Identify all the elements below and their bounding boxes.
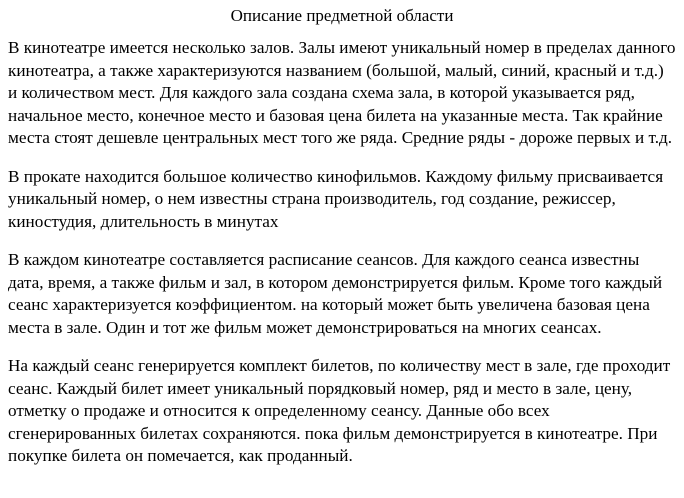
paragraph-tickets: На каждый сеанс генерируется комплект билетов, по количеству мест в зале, где проходит сеанс. Каждый билет имеет уникальный порядковый номер, ряд и место в зале, цену, отметку о продаже и относится к определенному сеансу. Данные обо всех сгенерированных билетах сохраняются. пока фильм демонстрируется в кинотеатре. При покупке билета он помечается, как проданный. [8, 356, 671, 465]
paragraph-films: В прокате находится большое количество кинофильмов. Каждому фильму присваивается уникальный номер, о нем известны страна производитель, год создание, режиссер, киностудия, длительность в минутах [8, 166, 664, 231]
paragraph-halls: В кинотеатре имеется несколько залов. Залы имеют уникальный номер в пределах данного кинотеатра, а также характеризуются названием (большой, малый, синий, красный и т.д.) и количеством мест. Для каждого зала создана схема зала, в которой указывается ряд, начальное место, конечное место и базовая цена билета на указанные места. Так крайние места стоят дешевле центральных мест того же ряда. Средние ряды - дороже первых и т.д. [8, 38, 676, 147]
paragraph-schedule: В каждом кинотеатре составляется расписание сеансов. Для каждого сеанса известны дата, время, а также фильм и зал, в котором демонстрируется фильм. Кроме того каждый сеанс характеризуется коэффициентом. на который может быть увеличена базовая цена места в зале. Один и тот же фильм может демонстрироваться на многих сеансах. [8, 250, 663, 337]
document-title: Описание предметной области [230, 6, 454, 25]
